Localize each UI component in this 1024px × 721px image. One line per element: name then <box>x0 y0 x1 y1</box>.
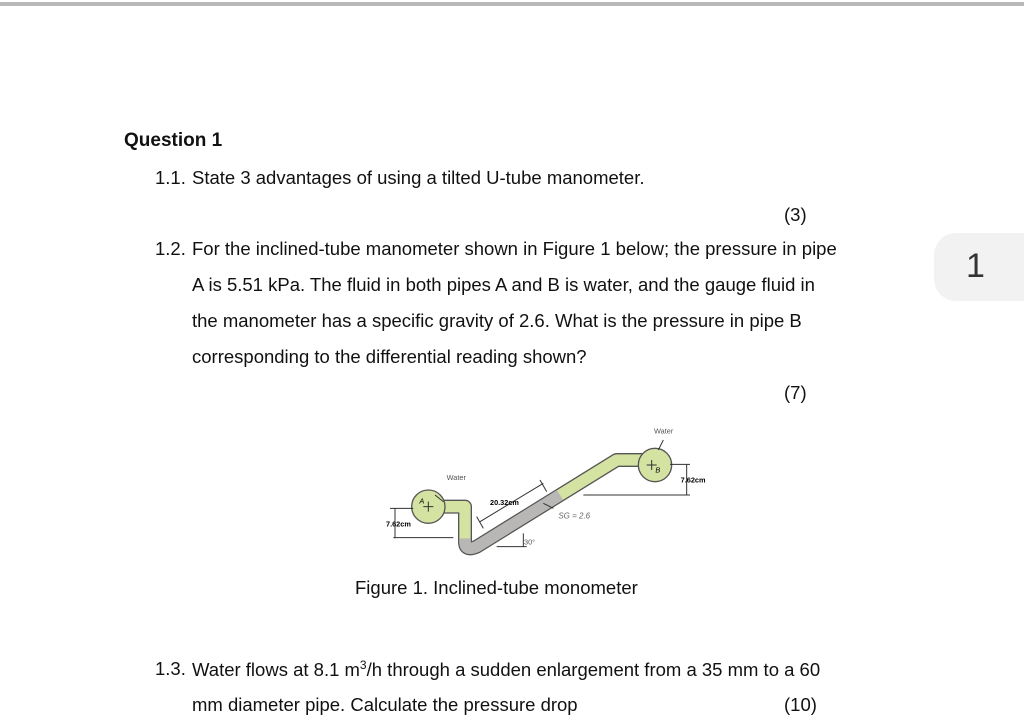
height-left-label: 7.62cm <box>386 519 411 529</box>
q1-3-text-b: /h through a sudden enlargement from a 35 mm to a 60 <box>366 659 821 681</box>
q1-2-line: A is 5.51 kPa. The fluid in both pipes A and B is water, and the gauge fluid in <box>192 274 815 295</box>
q1-1-number: 1.1. <box>155 167 186 188</box>
manometer-figure <box>370 415 730 565</box>
question-heading: Question 1 <box>124 130 223 151</box>
figure-caption: Figure 1. Inclined-tube monometer <box>355 577 638 598</box>
height-right-label: 7.62cm <box>680 475 706 485</box>
q1-1-marks: (3) <box>784 204 807 225</box>
q1-2-number: 1.2. <box>155 238 186 259</box>
q1-2-line: corresponding to the differential reading shown? <box>192 346 587 367</box>
angle-label: 30° <box>524 537 536 547</box>
page-number-badge <box>934 233 1024 301</box>
q1-2-marks: (7) <box>784 382 807 403</box>
q1-1-text: State 3 advantages of using a tilted U-tube manometer. <box>192 167 645 188</box>
label-b: B <box>655 465 661 475</box>
q1-3-text-a: Water flows at 8.1 m <box>192 659 360 681</box>
q1-3-marks: (10) <box>784 694 817 715</box>
superscript: 3 <box>359 658 367 672</box>
water-label-b: Water <box>654 426 674 436</box>
water-label-a: Water <box>446 473 466 482</box>
q1-3-line1 <box>192 658 820 681</box>
top-divider <box>0 2 1024 6</box>
label-a: A <box>419 496 425 506</box>
q1-3-number: 1.3. <box>155 658 186 679</box>
q1-3-line2: mm diameter pipe. Calculate the pressure drop <box>192 694 578 715</box>
page-number: 1 <box>966 247 985 285</box>
length-label: 20.32cm <box>490 498 519 507</box>
q1-2-line: the manometer has a specific gravity of 2.6. What is the pressure in pipe B <box>192 310 802 331</box>
sg-label: SG = 2.6 <box>558 511 591 521</box>
q1-2-line: For the inclined-tube manometer shown in Figure 1 below; the pressure in pipe <box>192 238 837 259</box>
